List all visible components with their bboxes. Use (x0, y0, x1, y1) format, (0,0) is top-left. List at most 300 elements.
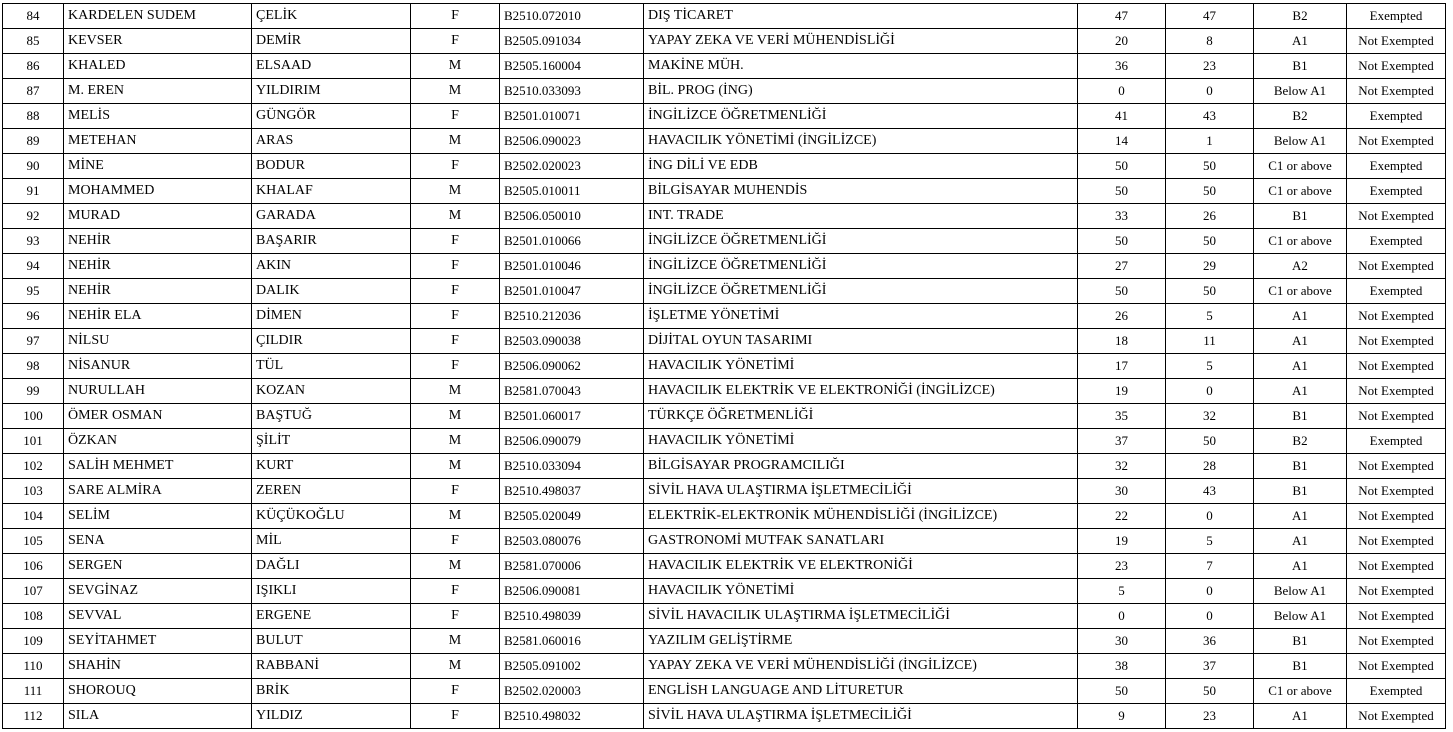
level-cell[interactable]: B2 (1254, 104, 1347, 129)
first-name-cell[interactable]: SEVGİNAZ (64, 579, 252, 604)
score-1-cell[interactable]: 27 (1078, 254, 1166, 279)
surname-cell[interactable]: ŞİLİT (252, 429, 411, 454)
exemption-status-cell[interactable]: Not Exempted (1347, 454, 1446, 479)
level-cell[interactable]: A1 (1254, 554, 1347, 579)
score-1-cell[interactable]: 19 (1078, 529, 1166, 554)
student-id-cell[interactable]: B2501.010066 (500, 229, 644, 254)
student-id-cell[interactable]: B2510.033094 (500, 454, 644, 479)
score-2-cell[interactable]: 5 (1166, 304, 1254, 329)
score-1-cell[interactable]: 41 (1078, 104, 1166, 129)
surname-cell[interactable]: YILDIRIM (252, 79, 411, 104)
student-id-cell[interactable]: B2510.072010 (500, 4, 644, 29)
exemption-status-cell[interactable]: Not Exempted (1347, 204, 1446, 229)
surname-cell[interactable]: BAŞTUĞ (252, 404, 411, 429)
score-1-cell[interactable]: 26 (1078, 304, 1166, 329)
gender-cell[interactable]: F (411, 529, 500, 554)
level-cell[interactable]: A1 (1254, 504, 1347, 529)
first-name-cell[interactable]: SILA (64, 704, 252, 729)
department-cell[interactable]: DİJİTAL OYUN TASARIMI (644, 329, 1078, 354)
first-name-cell[interactable]: METEHAN (64, 129, 252, 154)
surname-cell[interactable]: DAĞLI (252, 554, 411, 579)
score-2-cell[interactable]: 0 (1166, 79, 1254, 104)
department-cell[interactable]: MAKİNE MÜH. (644, 54, 1078, 79)
exemption-status-cell[interactable]: Exempted (1347, 229, 1446, 254)
student-id-cell[interactable]: B2510.212036 (500, 304, 644, 329)
department-cell[interactable]: INT. TRADE (644, 204, 1078, 229)
exemption-status-cell[interactable]: Not Exempted (1347, 404, 1446, 429)
score-2-cell[interactable]: 50 (1166, 154, 1254, 179)
department-cell[interactable]: SİVİL HAVACILIK ULAŞTIRMA İŞLETMECİLİĞİ (644, 604, 1078, 629)
score-2-cell[interactable]: 0 (1166, 504, 1254, 529)
score-2-cell[interactable]: 8 (1166, 29, 1254, 54)
level-cell[interactable]: A1 (1254, 379, 1347, 404)
student-id-cell[interactable]: B2505.010011 (500, 179, 644, 204)
first-name-cell[interactable]: SENA (64, 529, 252, 554)
level-cell[interactable]: C1 or above (1254, 179, 1347, 204)
row-number-cell[interactable]: 106 (3, 554, 64, 579)
department-cell[interactable]: İNGİLİZCE ÖĞRETMENLİĞİ (644, 229, 1078, 254)
exemption-status-cell[interactable]: Exempted (1347, 429, 1446, 454)
score-2-cell[interactable]: 23 (1166, 704, 1254, 729)
level-cell[interactable]: B2 (1254, 429, 1347, 454)
gender-cell[interactable]: M (411, 404, 500, 429)
student-id-cell[interactable]: B2501.010071 (500, 104, 644, 129)
score-1-cell[interactable]: 50 (1078, 154, 1166, 179)
row-number-cell[interactable]: 107 (3, 579, 64, 604)
student-id-cell[interactable]: B2510.498039 (500, 604, 644, 629)
score-2-cell[interactable]: 32 (1166, 404, 1254, 429)
department-cell[interactable]: GASTRONOMİ MUTFAK SANATLARI (644, 529, 1078, 554)
department-cell[interactable]: İNGİLİZCE ÖĞRETMENLİĞİ (644, 254, 1078, 279)
surname-cell[interactable]: MİL (252, 529, 411, 554)
score-2-cell[interactable]: 50 (1166, 279, 1254, 304)
row-number-cell[interactable]: 109 (3, 629, 64, 654)
exemption-status-cell[interactable]: Not Exempted (1347, 379, 1446, 404)
exemption-status-cell[interactable]: Exempted (1347, 104, 1446, 129)
gender-cell[interactable]: F (411, 304, 500, 329)
surname-cell[interactable]: KOZAN (252, 379, 411, 404)
gender-cell[interactable]: F (411, 354, 500, 379)
surname-cell[interactable]: IŞIKLI (252, 579, 411, 604)
score-1-cell[interactable]: 35 (1078, 404, 1166, 429)
gender-cell[interactable]: F (411, 279, 500, 304)
exemption-status-cell[interactable]: Not Exempted (1347, 79, 1446, 104)
surname-cell[interactable]: ERGENE (252, 604, 411, 629)
first-name-cell[interactable]: NEHİR ELA (64, 304, 252, 329)
department-cell[interactable]: İŞLETME YÖNETİMİ (644, 304, 1078, 329)
exemption-status-cell[interactable]: Not Exempted (1347, 479, 1446, 504)
exemption-status-cell[interactable]: Exempted (1347, 279, 1446, 304)
level-cell[interactable]: C1 or above (1254, 154, 1347, 179)
department-cell[interactable]: YAPAY ZEKA VE VERİ MÜHENDİSLİĞİ (644, 29, 1078, 54)
row-number-cell[interactable]: 104 (3, 504, 64, 529)
row-number-cell[interactable]: 108 (3, 604, 64, 629)
level-cell[interactable]: A1 (1254, 704, 1347, 729)
student-id-cell[interactable]: B2506.090062 (500, 354, 644, 379)
score-2-cell[interactable]: 5 (1166, 354, 1254, 379)
exemption-status-cell[interactable]: Exempted (1347, 154, 1446, 179)
level-cell[interactable]: C1 or above (1254, 229, 1347, 254)
student-id-cell[interactable]: B2505.020049 (500, 504, 644, 529)
surname-cell[interactable]: ZEREN (252, 479, 411, 504)
score-1-cell[interactable]: 5 (1078, 579, 1166, 604)
gender-cell[interactable]: M (411, 654, 500, 679)
student-id-cell[interactable]: B2581.070043 (500, 379, 644, 404)
score-2-cell[interactable]: 50 (1166, 229, 1254, 254)
score-1-cell[interactable]: 0 (1078, 79, 1166, 104)
score-1-cell[interactable]: 22 (1078, 504, 1166, 529)
table-row (3, 529, 1446, 554)
first-name-cell[interactable]: KEVSER (64, 29, 252, 54)
score-2-cell[interactable]: 50 (1166, 679, 1254, 704)
level-cell[interactable]: A1 (1254, 329, 1347, 354)
gender-cell[interactable]: F (411, 254, 500, 279)
row-number-cell[interactable]: 102 (3, 454, 64, 479)
department-cell[interactable]: HAVACILIK YÖNETİMİ (644, 579, 1078, 604)
level-cell[interactable]: A2 (1254, 254, 1347, 279)
surname-cell[interactable]: BULUT (252, 629, 411, 654)
student-id-cell[interactable]: B2510.498032 (500, 704, 644, 729)
level-cell[interactable]: A1 (1254, 354, 1347, 379)
student-id-cell[interactable]: B2503.090038 (500, 329, 644, 354)
gender-cell[interactable]: F (411, 579, 500, 604)
row-number-cell[interactable]: 93 (3, 229, 64, 254)
score-2-cell[interactable]: 0 (1166, 379, 1254, 404)
score-1-cell[interactable]: 30 (1078, 479, 1166, 504)
first-name-cell[interactable]: MİNE (64, 154, 252, 179)
first-name-cell[interactable]: MELİS (64, 104, 252, 129)
level-cell[interactable]: Below A1 (1254, 579, 1347, 604)
student-id-cell[interactable]: B2506.090023 (500, 129, 644, 154)
first-name-cell[interactable]: NEHİR (64, 254, 252, 279)
score-1-cell[interactable]: 23 (1078, 554, 1166, 579)
score-1-cell[interactable]: 36 (1078, 54, 1166, 79)
department-cell[interactable]: YAPAY ZEKA VE VERİ MÜHENDİSLİĞİ (İNGİLİZCE) (644, 654, 1078, 679)
score-1-cell[interactable]: 50 (1078, 179, 1166, 204)
gender-cell[interactable]: F (411, 29, 500, 54)
level-cell[interactable]: B1 (1254, 404, 1347, 429)
surname-cell[interactable]: RABBANİ (252, 654, 411, 679)
row-number-cell[interactable]: 85 (3, 29, 64, 54)
exemption-status-cell[interactable]: Not Exempted (1347, 529, 1446, 554)
department-cell[interactable]: İNGİLİZCE ÖĞRETMENLİĞİ (644, 279, 1078, 304)
level-cell[interactable]: A1 (1254, 29, 1347, 54)
level-cell[interactable]: B1 (1254, 454, 1347, 479)
department-cell[interactable]: HAVACILIK YÖNETİMİ (644, 354, 1078, 379)
department-cell[interactable]: HAVACILIK ELEKTRİK VE ELEKTRONİĞİ (644, 554, 1078, 579)
exemption-status-cell[interactable]: Exempted (1347, 179, 1446, 204)
first-name-cell[interactable]: KHALED (64, 54, 252, 79)
student-id-cell[interactable]: B2505.160004 (500, 54, 644, 79)
table-row (3, 654, 1446, 679)
gender-cell[interactable]: F (411, 604, 500, 629)
row-number-cell[interactable]: 95 (3, 279, 64, 304)
level-cell[interactable]: B1 (1254, 204, 1347, 229)
first-name-cell[interactable]: SELİM (64, 504, 252, 529)
gender-cell[interactable]: M (411, 429, 500, 454)
student-id-cell[interactable]: B2502.020023 (500, 154, 644, 179)
first-name-cell[interactable]: ÖMER OSMAN (64, 404, 252, 429)
row-number-cell[interactable]: 86 (3, 54, 64, 79)
gender-cell[interactable]: F (411, 4, 500, 29)
student-id-cell[interactable]: B2501.010047 (500, 279, 644, 304)
surname-cell[interactable]: DEMİR (252, 29, 411, 54)
department-cell[interactable]: ENGLİSH LANGUAGE AND LİTURETUR (644, 679, 1078, 704)
student-id-cell[interactable]: B2501.060017 (500, 404, 644, 429)
student-id-cell[interactable]: B2506.090079 (500, 429, 644, 454)
score-1-cell[interactable]: 50 (1078, 229, 1166, 254)
level-cell[interactable]: B1 (1254, 54, 1347, 79)
table-row (3, 554, 1446, 579)
exemption-status-cell[interactable]: Not Exempted (1347, 554, 1446, 579)
exemption-status-cell[interactable]: Not Exempted (1347, 654, 1446, 679)
score-1-cell[interactable]: 20 (1078, 29, 1166, 54)
surname-cell[interactable]: ÇILDIR (252, 329, 411, 354)
gender-cell[interactable]: F (411, 479, 500, 504)
score-1-cell[interactable]: 17 (1078, 354, 1166, 379)
gender-cell[interactable]: M (411, 129, 500, 154)
department-cell[interactable]: HAVACILIK YÖNETİMİ (644, 429, 1078, 454)
row-number-cell[interactable]: 84 (3, 4, 64, 29)
row-number-cell[interactable]: 96 (3, 304, 64, 329)
exemption-status-cell[interactable]: Not Exempted (1347, 579, 1446, 604)
row-number-cell[interactable]: 98 (3, 354, 64, 379)
gender-cell[interactable]: F (411, 679, 500, 704)
row-number-cell[interactable]: 91 (3, 179, 64, 204)
surname-cell[interactable]: KÜÇÜKOĞLU (252, 504, 411, 529)
score-2-cell[interactable]: 11 (1166, 329, 1254, 354)
exemption-status-cell[interactable]: Not Exempted (1347, 254, 1446, 279)
surname-cell[interactable]: DALIK (252, 279, 411, 304)
student-id-cell[interactable]: B2505.091002 (500, 654, 644, 679)
score-1-cell[interactable]: 14 (1078, 129, 1166, 154)
gender-cell[interactable]: F (411, 704, 500, 729)
department-cell[interactable]: TÜRKÇE ÖĞRETMENLİĞİ (644, 404, 1078, 429)
exemption-status-cell[interactable]: Not Exempted (1347, 54, 1446, 79)
level-cell[interactable]: Below A1 (1254, 604, 1347, 629)
level-cell[interactable]: C1 or above (1254, 279, 1347, 304)
score-2-cell[interactable]: 5 (1166, 529, 1254, 554)
first-name-cell[interactable]: NEHİR (64, 279, 252, 304)
score-2-cell[interactable]: 23 (1166, 54, 1254, 79)
score-2-cell[interactable]: 50 (1166, 429, 1254, 454)
level-cell[interactable]: Below A1 (1254, 129, 1347, 154)
department-cell[interactable]: İNGİLİZCE ÖĞRETMENLİĞİ (644, 104, 1078, 129)
row-number-cell[interactable]: 94 (3, 254, 64, 279)
surname-cell[interactable]: KHALAF (252, 179, 411, 204)
first-name-cell[interactable]: NİSANUR (64, 354, 252, 379)
score-2-cell[interactable]: 1 (1166, 129, 1254, 154)
student-id-cell[interactable]: B2581.060016 (500, 629, 644, 654)
level-cell[interactable]: B1 (1254, 479, 1347, 504)
surname-cell[interactable]: GARADA (252, 204, 411, 229)
table-body (3, 4, 1446, 729)
score-2-cell[interactable]: 29 (1166, 254, 1254, 279)
score-1-cell[interactable]: 30 (1078, 629, 1166, 654)
surname-cell[interactable]: BRİK (252, 679, 411, 704)
gender-cell[interactable]: M (411, 454, 500, 479)
first-name-cell[interactable]: SARE ALMİRA (64, 479, 252, 504)
table-row (3, 204, 1446, 229)
score-2-cell[interactable]: 43 (1166, 104, 1254, 129)
exemption-status-cell[interactable]: Not Exempted (1347, 604, 1446, 629)
surname-cell[interactable]: AKIN (252, 254, 411, 279)
row-number-cell[interactable]: 87 (3, 79, 64, 104)
department-cell[interactable]: HAVACILIK ELEKTRİK VE ELEKTRONİĞİ (İNGİLİZCE) (644, 379, 1078, 404)
row-number-cell[interactable]: 111 (3, 679, 64, 704)
department-cell[interactable]: ELEKTRİK-ELEKTRONİK MÜHENDİSLİĞİ (İNGİLİZCE) (644, 504, 1078, 529)
student-id-cell[interactable]: B2502.020003 (500, 679, 644, 704)
score-1-cell[interactable]: 47 (1078, 4, 1166, 29)
student-id-cell[interactable]: B2501.010046 (500, 254, 644, 279)
gender-cell[interactable]: F (411, 229, 500, 254)
department-cell[interactable]: BİL. PROG (İNG) (644, 79, 1078, 104)
gender-cell[interactable]: F (411, 104, 500, 129)
score-2-cell[interactable]: 7 (1166, 554, 1254, 579)
first-name-cell[interactable]: SHAHİN (64, 654, 252, 679)
row-number-cell[interactable]: 105 (3, 529, 64, 554)
first-name-cell[interactable]: KARDELEN SUDEM (64, 4, 252, 29)
first-name-cell[interactable]: SERGEN (64, 554, 252, 579)
score-2-cell[interactable]: 26 (1166, 204, 1254, 229)
surname-cell[interactable]: BODUR (252, 154, 411, 179)
department-cell[interactable]: İNG DİLİ VE EDB (644, 154, 1078, 179)
first-name-cell[interactable]: SHOROUQ (64, 679, 252, 704)
row-number-cell[interactable]: 103 (3, 479, 64, 504)
score-1-cell[interactable]: 32 (1078, 454, 1166, 479)
gender-cell[interactable]: F (411, 154, 500, 179)
level-cell[interactable]: B2 (1254, 4, 1347, 29)
surname-cell[interactable]: KURT (252, 454, 411, 479)
exemption-status-cell[interactable]: Not Exempted (1347, 629, 1446, 654)
department-cell[interactable]: BİLGİSAYAR MUHENDİS (644, 179, 1078, 204)
row-number-cell[interactable]: 89 (3, 129, 64, 154)
row-number-cell[interactable]: 88 (3, 104, 64, 129)
gender-cell[interactable]: M (411, 79, 500, 104)
score-1-cell[interactable]: 50 (1078, 679, 1166, 704)
student-id-cell[interactable]: B2506.090081 (500, 579, 644, 604)
department-cell[interactable]: SİVİL HAVA ULAŞTIRMA İŞLETMECİLİĞİ (644, 479, 1078, 504)
exemption-status-cell[interactable]: Exempted (1347, 4, 1446, 29)
student-id-cell[interactable]: B2505.091034 (500, 29, 644, 54)
level-cell[interactable]: B1 (1254, 629, 1347, 654)
department-cell[interactable]: SİVİL HAVA ULAŞTIRMA İŞLETMECİLİĞİ (644, 704, 1078, 729)
score-2-cell[interactable]: 47 (1166, 4, 1254, 29)
score-1-cell[interactable]: 9 (1078, 704, 1166, 729)
first-name-cell[interactable]: M. EREN (64, 79, 252, 104)
row-number-cell[interactable]: 101 (3, 429, 64, 454)
exemption-status-cell[interactable]: Not Exempted (1347, 704, 1446, 729)
gender-cell[interactable]: M (411, 629, 500, 654)
first-name-cell[interactable]: SEYİTAHMET (64, 629, 252, 654)
gender-cell[interactable]: M (411, 204, 500, 229)
score-1-cell[interactable]: 38 (1078, 654, 1166, 679)
level-cell[interactable]: C1 or above (1254, 679, 1347, 704)
exemption-status-cell[interactable]: Not Exempted (1347, 329, 1446, 354)
first-name-cell[interactable]: MOHAMMED (64, 179, 252, 204)
row-number-cell[interactable]: 92 (3, 204, 64, 229)
row-number-cell[interactable]: 112 (3, 704, 64, 729)
student-id-cell[interactable]: B2510.033093 (500, 79, 644, 104)
table-row (3, 79, 1446, 104)
first-name-cell[interactable]: SEVVAL (64, 604, 252, 629)
score-1-cell[interactable]: 33 (1078, 204, 1166, 229)
exemption-status-cell[interactable]: Not Exempted (1347, 354, 1446, 379)
score-1-cell[interactable]: 50 (1078, 279, 1166, 304)
first-name-cell[interactable]: SALİH MEHMET (64, 454, 252, 479)
surname-cell[interactable]: TÜL (252, 354, 411, 379)
first-name-cell[interactable]: MURAD (64, 204, 252, 229)
score-1-cell[interactable]: 18 (1078, 329, 1166, 354)
score-2-cell[interactable]: 36 (1166, 629, 1254, 654)
level-cell[interactable]: A1 (1254, 529, 1347, 554)
department-cell[interactable]: DIŞ TİCARET (644, 4, 1078, 29)
score-1-cell[interactable]: 37 (1078, 429, 1166, 454)
exemption-status-cell[interactable]: Exempted (1347, 679, 1446, 704)
department-cell[interactable]: BİLGİSAYAR PROGRAMCILIĞI (644, 454, 1078, 479)
row-number-cell[interactable]: 90 (3, 154, 64, 179)
table-row (3, 504, 1446, 529)
level-cell[interactable]: B1 (1254, 654, 1347, 679)
first-name-cell[interactable]: NURULLAH (64, 379, 252, 404)
score-1-cell[interactable]: 19 (1078, 379, 1166, 404)
surname-cell[interactable]: ARAS (252, 129, 411, 154)
gender-cell[interactable]: F (411, 329, 500, 354)
gender-cell[interactable]: M (411, 54, 500, 79)
row-number-cell[interactable]: 97 (3, 329, 64, 354)
student-id-cell[interactable]: B2581.070006 (500, 554, 644, 579)
surname-cell[interactable]: BAŞARIR (252, 229, 411, 254)
first-name-cell[interactable]: ÖZKAN (64, 429, 252, 454)
exemption-status-cell[interactable]: Not Exempted (1347, 29, 1446, 54)
table-row (3, 404, 1446, 429)
surname-cell[interactable]: YILDIZ (252, 704, 411, 729)
first-name-cell[interactable]: NİLSU (64, 329, 252, 354)
score-2-cell[interactable]: 0 (1166, 604, 1254, 629)
student-id-cell[interactable]: B2503.080076 (500, 529, 644, 554)
surname-cell[interactable]: ELSAAD (252, 54, 411, 79)
gender-cell[interactable]: M (411, 379, 500, 404)
score-2-cell[interactable]: 37 (1166, 654, 1254, 679)
surname-cell[interactable]: ÇELİK (252, 4, 411, 29)
gender-cell[interactable]: M (411, 179, 500, 204)
gender-cell[interactable]: M (411, 504, 500, 529)
results-spreadsheet (2, 3, 1445, 729)
level-cell[interactable]: A1 (1254, 304, 1347, 329)
department-cell[interactable]: YAZILIM GELİŞTİRME (644, 629, 1078, 654)
first-name-cell[interactable]: NEHİR (64, 229, 252, 254)
score-2-cell[interactable]: 0 (1166, 579, 1254, 604)
score-2-cell[interactable]: 50 (1166, 179, 1254, 204)
row-number-cell[interactable]: 110 (3, 654, 64, 679)
score-2-cell[interactable]: 43 (1166, 479, 1254, 504)
level-cell[interactable]: Below A1 (1254, 79, 1347, 104)
surname-cell[interactable]: DİMEN (252, 304, 411, 329)
exemption-status-cell[interactable]: Not Exempted (1347, 304, 1446, 329)
score-1-cell[interactable]: 0 (1078, 604, 1166, 629)
exemption-status-cell[interactable]: Not Exempted (1347, 129, 1446, 154)
department-cell[interactable]: HAVACILIK YÖNETİMİ (İNGİLİZCE) (644, 129, 1078, 154)
exemption-status-cell[interactable]: Not Exempted (1347, 504, 1446, 529)
table-row (3, 54, 1446, 79)
row-number-cell[interactable]: 99 (3, 379, 64, 404)
surname-cell[interactable]: GÜNGÖR (252, 104, 411, 129)
student-id-cell[interactable]: B2506.050010 (500, 204, 644, 229)
row-number-cell[interactable]: 100 (3, 404, 64, 429)
student-id-cell[interactable]: B2510.498037 (500, 479, 644, 504)
score-2-cell[interactable]: 28 (1166, 454, 1254, 479)
gender-cell[interactable]: M (411, 554, 500, 579)
